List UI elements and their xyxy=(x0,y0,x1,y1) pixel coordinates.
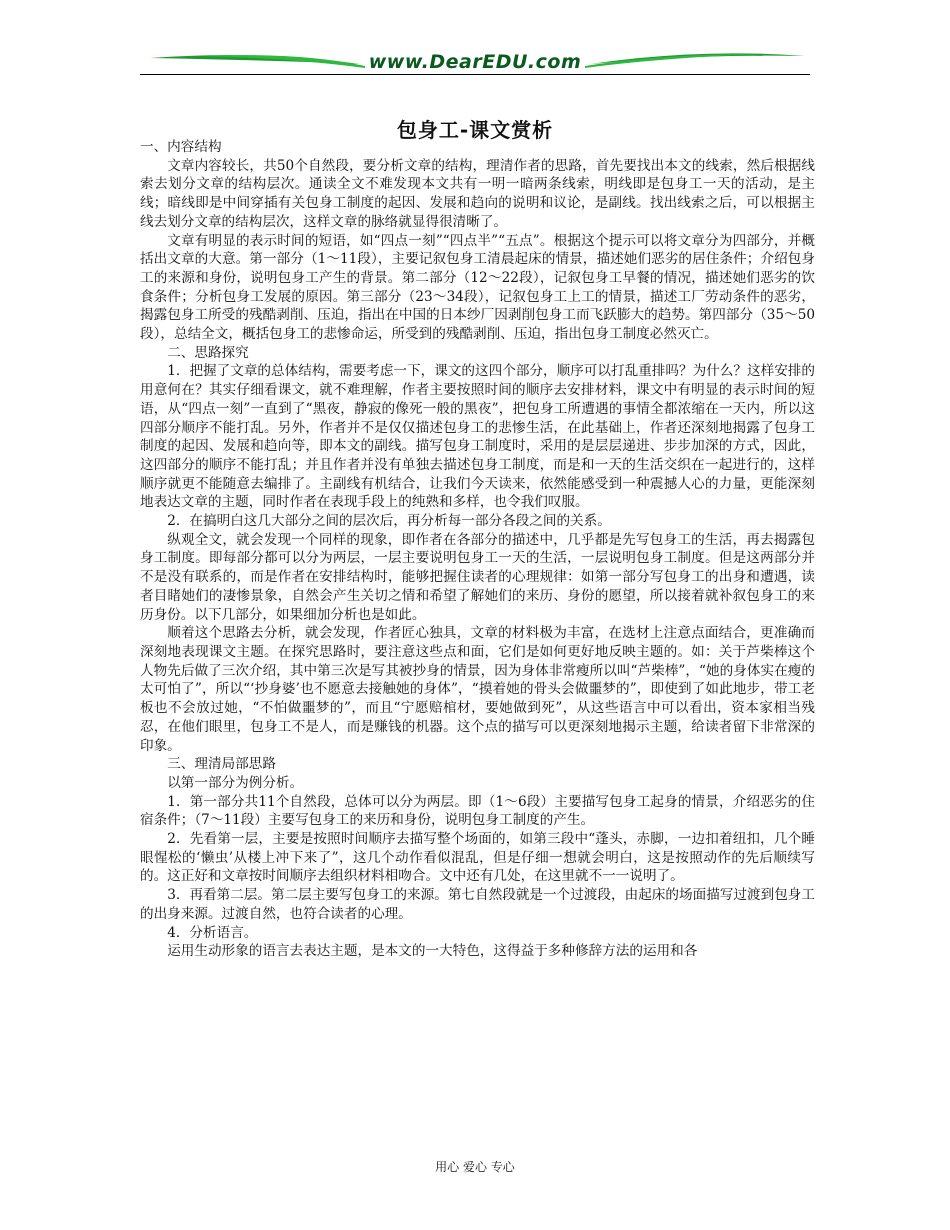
page-footer: 用心 爱心 专心 xyxy=(435,1160,515,1174)
site-logo[interactable]: www.DearEDU.com xyxy=(368,51,582,73)
paragraph: 2．先看第一层，主要是按照时间顺序去描写整个场面的，如第三段中“蓬头，赤脚，一边扣着纽扣，几个睡眼惺松的‘懒虫’从楼上冲下来了”，这几个动作看似混乱，但是仔细一想就会明白，这是按照动作的先后顺续写的。这正好和文章按时间顺序去组织材料相吻合。文中还有几处，在这里就不一一说明了。 xyxy=(140,831,815,885)
paragraph: 1．把握了文章的总体结构，需要考虑一下，课文的这四个部分，顺序可以打乱重排吗？为什么？这样安排的用意何在？其实仔细看课文，就不难理解，作者主要按照时间的顺序去安排材料，课文中有明显的表示时间的短语，从“四点一刻”一直到了“黑夜，静寂的像死一般的黑夜”，把包身工所遭遇的事情全都浓缩在一天内，所以这四部分顺序不能打乱。另外，作者并不是仅仅描述包身工的悲惨生活，在此基础上，作者还深刻地揭露了包身工制度的起因、发展和趋向等，即本文的副线。描写包身工制度时，采用的是层层递进、步步加深的方式，因此，这四部分的顺序不能打乱；并且作者并没有单独去描述包身工制度，而是和一天的生活交织在一起进行的，这样顺序就更不能随意去编排了。主副线有机结合，让我们今天读来，依然能感受到一种震撼人心的力量，更能深刻地表达文章的主题，同时作者在表现手段上的纯熟和多样，也令我们叹服。 xyxy=(140,363,815,511)
paragraph: 文章有明显的表示时间的短语，如“四点一刻”“四点半”“五点”。根据这个提示可以将文章分为四部分，并概括出文章的大意。第一部分（1～11段），主要记叙包身工清晨起床的情景，描述她们恶劣的居住条件；介绍包身工的来源和身份，说明包身工产生的背景。第二部分（12～22段），记叙包身工早餐的情况，描述她们恶劣的饮食条件；分析包身工发展的原因。第三部分（23～34段），记叙包身工上工的情景，描述工厂劳动条件的恶劣，揭露包身工所受的残酷剥削、压迫，指出在中国的日本纱厂因剥削包身工而飞跃膨大的趋势。第四部分（35～50段），总结全文，概括包身工的悲惨命运，所受到的残酷剥削、压迫，指出包身工制度必然灭亡。 xyxy=(140,232,815,343)
article-body xyxy=(140,138,815,961)
header-rule xyxy=(140,74,810,75)
paragraph: 二、思路探究 xyxy=(167,344,249,361)
paragraph: 三、理清局部思路 xyxy=(167,756,276,773)
paragraph: 顺着这个思路去分析，就会发现，作者匠心独具，文章的材料极为丰富，在选材上注意点面结合，更准确而深刻地表现课文主题。在探究思路时，要注意这些点和面，它们是如何更好地反映主题的。如：关于芦柴棒这个人物先后做了三次介绍，其中第三次是写其被抄身的情景，因为身体非常瘦所以叫“芦柴棒”，“她的身体实在瘦的太可怕了”，所以“‘抄身婆’也不愿意去接触她的身体”，“摸着她的骨头会做噩梦的”，即使到了如此地步，带工老板也不会放过她，“不怕做噩梦的”，而且“宁愿赔棺材，要她做到死”，从这些语言中可以看出，资本家相当残忍，在他们眼里，包身工不是人，而是赚钱的机器。这个点的描写可以更深刻地揭示主题，给读者留下非常深的印象。 xyxy=(140,625,815,754)
paragraph: 2．在搞明白这几大部分之间的层次后，再分析每一部分各段之间的关系。 xyxy=(167,513,611,530)
paragraph: 1．第一部分共11个自然段，总体可以分为两层。即（1～6段）主要描写包身工起身的情景，介绍恶劣的住宿条件；（7～11段）主要写包身工的来历和身份，说明包身工制度的产生。 xyxy=(140,793,815,829)
paragraph: 文章内容较长，共50个自然段，要分析文章的结构，理清作者的思路，首先要找出本文的线索，然后根据线索去划分文章的结构层次。通读全文不难发现本文共有一明一暗两条线索，明线即是包身工一天的活动，是主线；暗线即是中间穿插有关包身工制度的起因、发展和趋向的说明和议论，是副线。找出线索之后，可以根据主线去划分文章的结构层次，这样文章的脉络就显得很清晰了。 xyxy=(140,157,815,230)
paragraph: 4．分析语言。 xyxy=(167,924,258,941)
paragraph: 运用生动形象的语言去表达主题，是本文的一大特色，这得益于多种修辞方法的运用和各 xyxy=(167,943,698,960)
paragraph: 以第一部分为例分析。 xyxy=(167,774,304,791)
header-banner xyxy=(140,42,810,82)
page-title: 包身工-课文赏析 xyxy=(396,118,554,142)
paragraph: 纵观全文，就会发现一个同样的现象，即作者在各部分的描述中，几乎都是先写包身工的生活，再去揭露包身工制度。即每部分都可以分为两层，一层主要说明包身工一天的生活，一层说明包身工制度。但是这两部分并不是没有联系的，而是作者在安排结构时，能够把握住读者的心理规律：如第一部分写包身工的出身和遭遇，读者目睹她们的凄惨景象，自然会产生关切之情和希望了解她们的来历、身份的愿望，所以接着就补叙包身工的来历身份。以下几部分，如果细加分析也是如此。 xyxy=(140,531,815,623)
paragraph: 一、内容结构 xyxy=(140,139,222,155)
paragraph: 3．再看第二层。第二层主要写包身工的来源。第七自然段就是一个过渡段，由起床的场面描写过渡到包身工的出身来源。过渡自然，也符合读者的心理。 xyxy=(140,887,815,922)
